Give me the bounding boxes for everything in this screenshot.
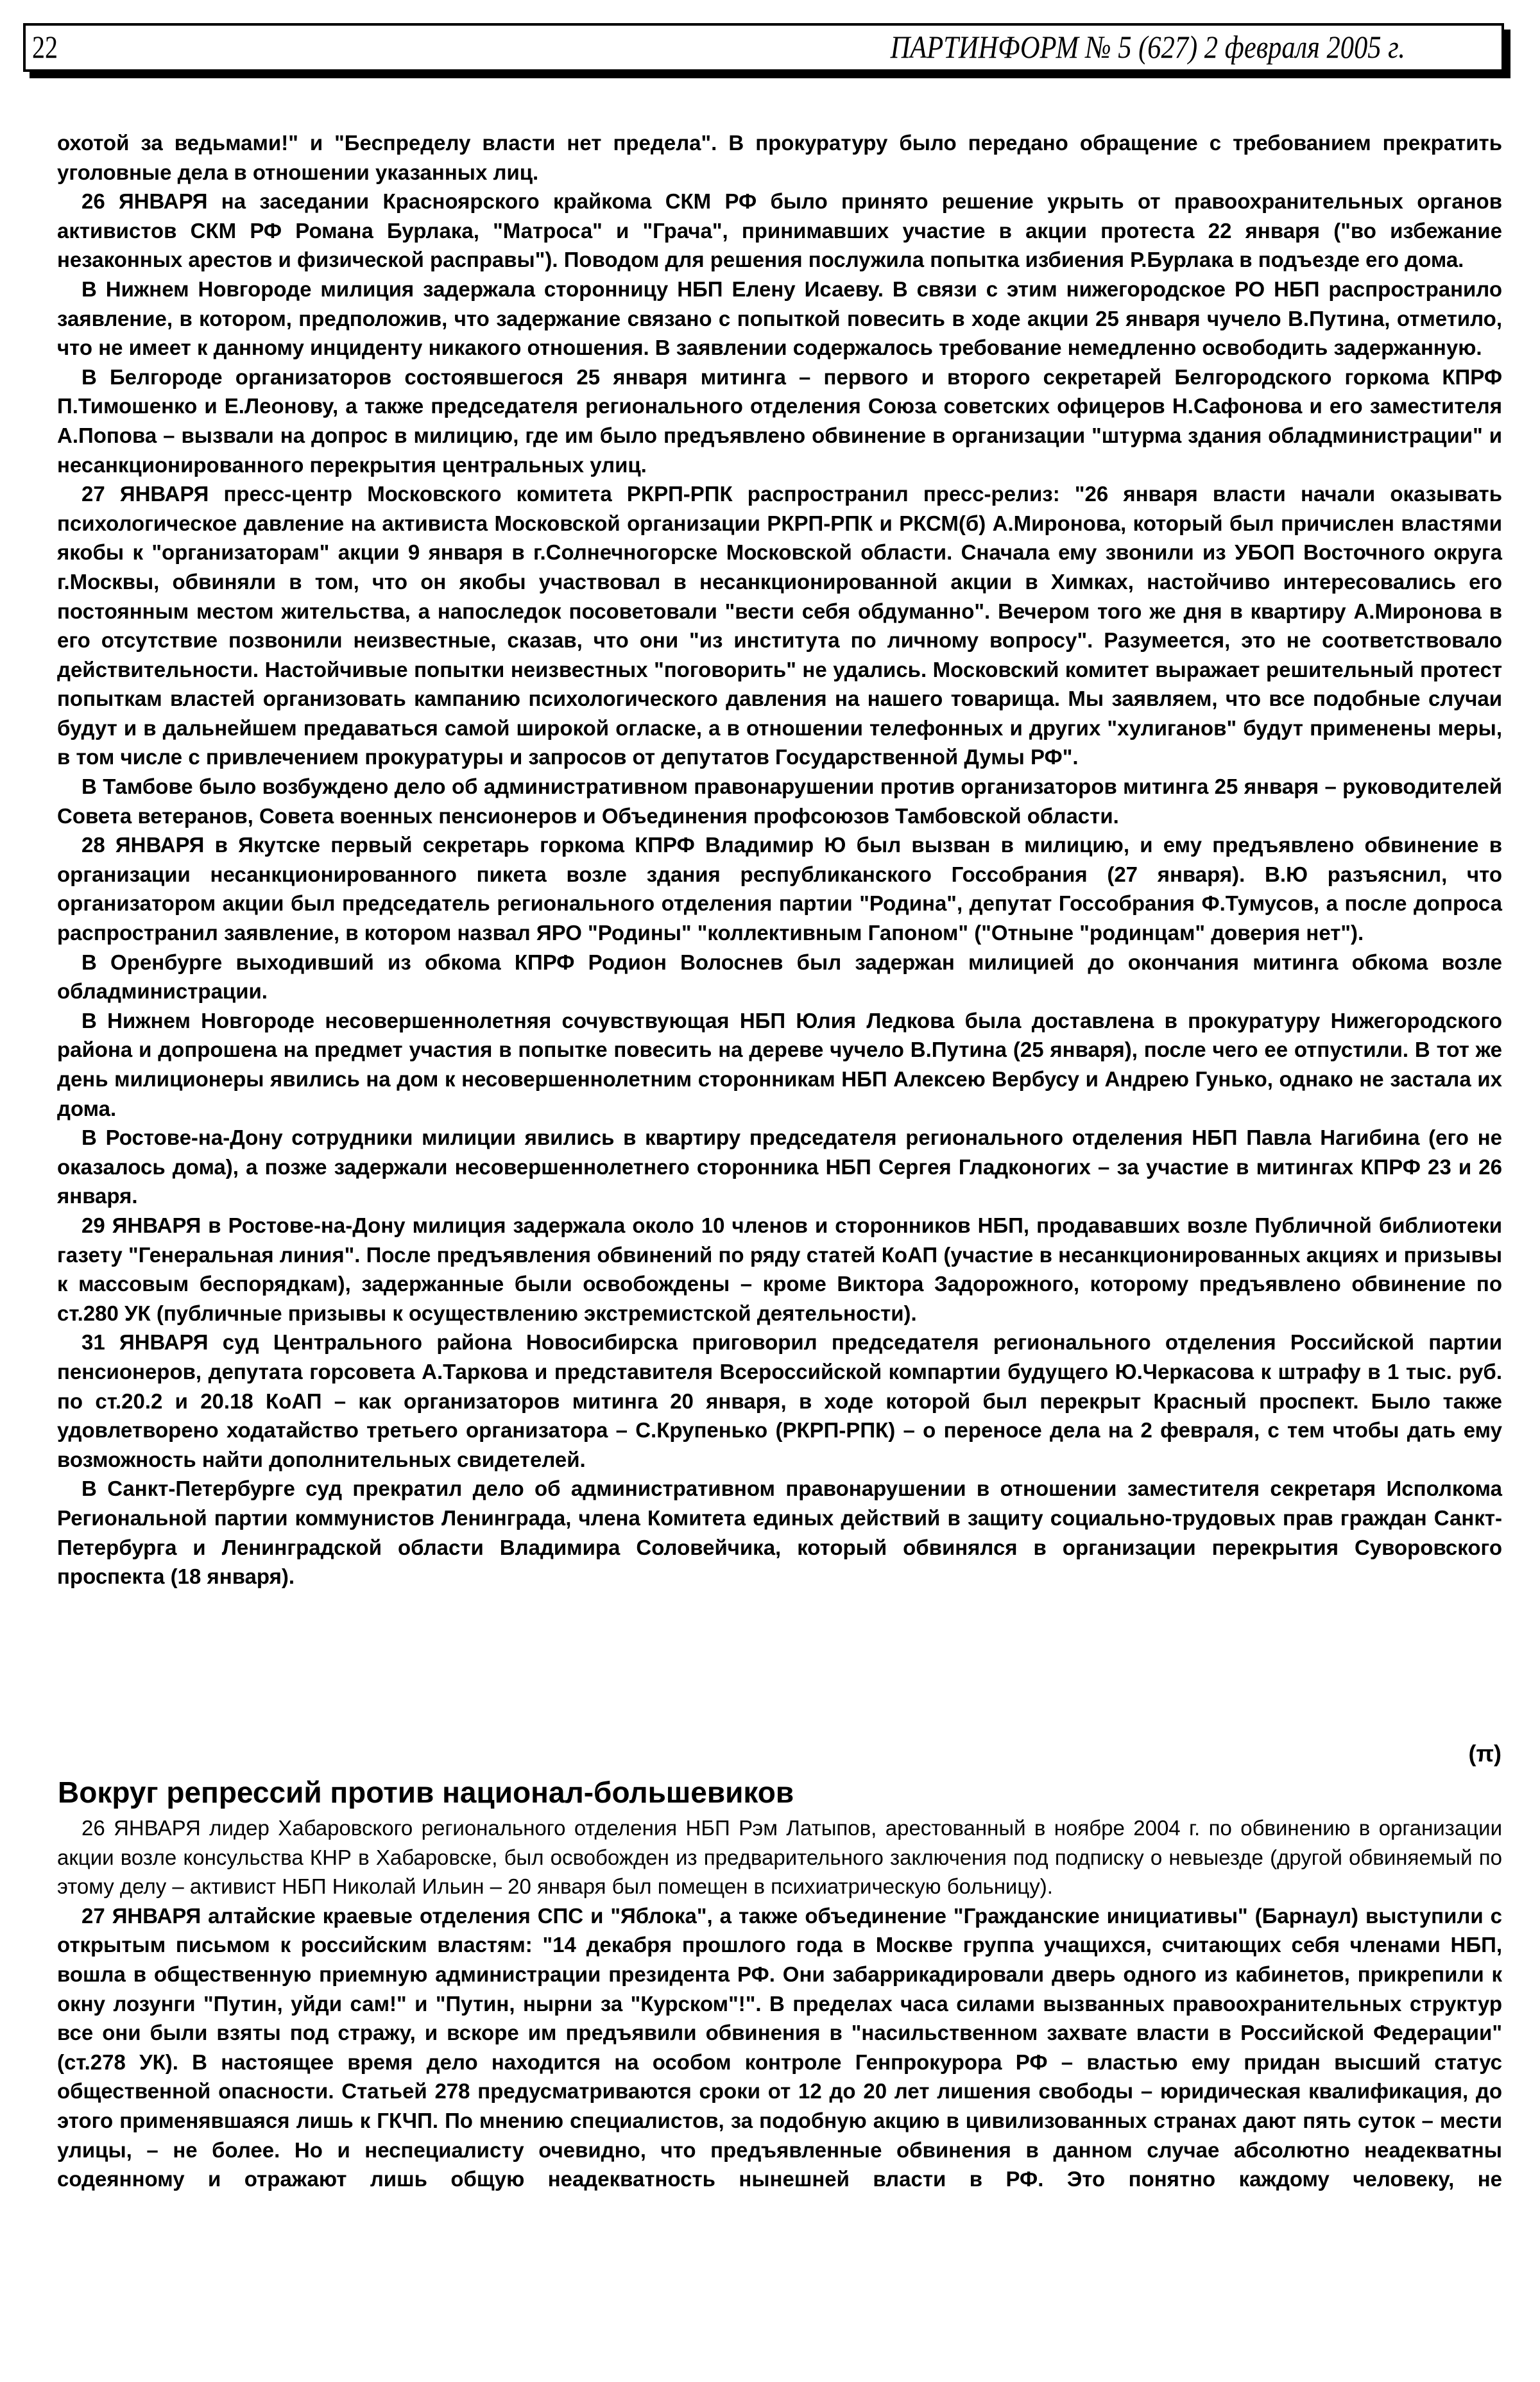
paragraph: В Ростове-на-Дону сотрудники милиции явились в квартиру председателя регионального отделения НБП Павла Нагибина (его не оказалось дома), а позже задержали несовершеннолетнего сторонника НБП Сергея Гладконогих – за участие в митингах КПРФ 23 и 26 января. [57,1126,1502,1208]
paragraph: 29 ЯНВАРЯ в Ростове-на-Дону милиция задержала около 10 членов и сторонников НБП, продававших возле Публичной библиотеки газету "Генеральная линия". После предъявления обвинений по ряду статей КоАП (участие в несанкционированных акциях и призывы к массовым беспорядкам), задержанные были освобождены – кроме Виктора Задорожного, которому предъявлено обвинение по ст.280 УК (публичные призывы к осуществлению экстремистской деятельности). [57,1213,1502,1325]
paragraph: В Тамбове было возбуждено дело об административном правонарушении против организаторов митинга 25 января – руководителей Совета ветеранов, Совета военных пенсионеров и Объединения профсоюзов Тамбовской области. [57,775,1502,828]
paragraph: охотой за ведьмами!" и "Беспределу власти нет предела". В прокуратуру было передано обращение с требованием прекратить уголовные дела в отношении указанных лиц. [57,131,1502,184]
paragraph: 31 ЯНВАРЯ суд Центрального района Новосибирска приговорил председателя регионального отделения Российской партии пенсионеров, депутата горсовета А.Таркова и представителя Всероссийской компартии будущего Ю.Черкасова к штрафу в 1 тыс. руб. по ст.20.2 и 20.18 КоАП – как организаторов митинга 20 января, в ходе которой был перекрыт Красный проспект. Было также удовлетворено ходатайство третьего организатора – С.Крупенько (РКРП-РПК) – о переносе дела на 2 февраля, с тем чтобы дать ему возможность найти дополнительных свидетелей. [57,1330,1502,1471]
paragraph: 28 ЯНВАРЯ в Якутске первый секретарь горкома КПРФ Владимир Ю был вызван в милицию, и ему предъявлено обвинение в организации несанкционированного пикета возле здания республиканского Госсобрания (27 января). В.Ю разъяснил, что организатором акции был председатель регионального отделения партии "Родина", депутат Госсобрания Ф.Тумусов, а после допроса распространил заявление, в котором назвал ЯРО "Родины" "коллективным Гапоном" ("Отныне "родинцам" доверия нет"). [57,833,1502,945]
author-signature: (π) [1468,1740,1502,1767]
paragraph: В Санкт-Петербурге суд прекратил дело об административном правонарушении в отношении заместителя секретаря Исполкома Региональной партии коммунистов Ленинграда, члена Комитета единых действий в защиту социально-трудовых прав граждан Санкт-Петербурга и Ленинградской области Владимира Соловейчика, который обвинялся в организации перекрытия Суворовского проспекта (18 января). [57,1477,1502,1589]
paragraph: В Нижнем Новгороде милиция задержала сторонницу НБП Елену Исаеву. В связи с этим нижегородское РО НБП распространило заявление, в котором, предположив, что задержание связано с попыткой повесить в ходе акции 25 января чучело В.Путина, отметило, что не имеет к данному инциденту никакого отношения. В заявлении содержалось требование немедленно освободить задержанную. [57,277,1502,360]
paragraph: В Оренбурге выходивший из обкома КПРФ Родион Волоснев был задержан милицией до окончания митинга обкома возле обладминистрации. [57,950,1502,1004]
publication-title: ПАРТИНФОРМ № 5 (627) 2 февраля 2005 г. [890,29,1405,65]
paragraph: В Белгороде организаторов состоявшегося 25 января митинга – первого и второго секретарей Белгородского горкома КПРФ П.Тимошенко и Е.Леонову, а также председателя регионального отделения Союза советских офицеров Н.Сафонова и его заместителя А.Попова – вызвали на допрос в милицию, где им было предъявлено обвинение в организации "штурма здания обладминистрации" и несанкционированного перекрытия центральных улиц. [57,364,1502,477]
section-heading: Вокруг репрессий против национал-большевиков [58,1776,794,1809]
paragraph: 27 ЯНВАРЯ алтайские краевые отделения СПС и "Яблока", а также объединение "Гражданские инициативы" (Барнаул) выступили с открытым письмом к российским властям: "14 декабря прошлого года в Москве группа учащихся, считающих себя членами НБП, вошла в общественную приемную администрации президента РФ. Они забаррикадировали дверь одного из кабинетов, прикрепили к окну лозунги "Путин, уйди сам!" и "Путин, нырни за "Курском"!". В пределах часа силами вызванных правоохранительных структур все они были взяты под стражу, и вскоре им предъявили обвинения в "насильственном захвате власти в Российской Федерации" (ст.278 УК). В настоящее время дело находится на особом контроле Генпрокурора РФ – властью ему придан высший статус общественной опасности. Статьей 278 предусматриваются сроки от 12 до 20 лет лишения свободы – юридическая квалификация, до этого применявшаяся лишь к ГКЧП. По мнению специалистов, за подобную акцию в цивилизованных странах дают пять суток – мести улицы, – не более. Но и неспециалисту очевидно, что предъявленные обвинения в данном случае абсолютно неадекватны содеянному и отражают лишь общую неадекватность нынешней власти в РФ. Это понятно каждому человеку, не [57,1903,1502,2191]
paragraph: 26 ЯНВАРЯ на заседании Красноярского крайкома СКМ РФ было принято решение укрыть от правоохранительных органов активистов СКМ РФ Романа Бурлака, "Матроса" и "Грача", принимавших участие в акции протеста 22 января ("во избежание незаконных арестов и физической расправы"). Поводом для решения послужила попытка избиения Р.Бурлака в подъезде его дома. [57,189,1502,272]
news-section [57,128,1502,1591]
page-header [23,23,1504,72]
page-number: 22 [32,29,58,65]
paragraph: 26 ЯНВАРЯ лидер Хабаровского регионального отделения НБП Рэм Латыпов, арестованный в ноябре 2004 г. по обвинению в организации акции возле консульства КНР в Хабаровске, был освобожден из предварительного заключения под подписку о невыезде (другой обвиняемый по этому делу – активист НБП Николай Ильин – 20 января был помещен в психиатрическую больницу). [57,1816,1502,1899]
nbp-section [57,1813,1502,2194]
paragraph: 27 ЯНВАРЯ пресс-центр Московского комитета РКРП-РПК распространил пресс-релиз: "26 января власти начали оказывать психологическое давление на активиста Московской организации РКРП-РПК и РКСМ(б) А.Миронова, который был причислен властями якобы к "организаторам" акции 9 января в г.Солнечногорске Московской области. Сначала ему звонили из УБОП Восточного округа г.Москвы, обвиняли в том, что он якобы участвовал в несанкционированной акции в Химках, настойчиво интересовались его постоянным местом жительства, а напоследок посоветовали "вести себя обдуманно". Вечером того же дня в квартиру А.Миронова в его отсутствие позвонили неизвестные, сказав, что они "из института по личному вопросу". Разумеется, это не соответствовало действительности. Настойчивые попытки неизвестных "поговорить" не удались. Московский комитет выражает решительный протест попыткам властей организовать кампанию психологического давления на нашего товарища. Мы заявляем, что все подобные случаи будут и в дальнейшем предаваться самой широкой огласке, а в отношении телефонных и других "хулиганов" будут применены меры, в том числе с привлечением прокуратуры и запросов от депутатов Государственной Думы РФ". [57,482,1502,769]
paragraph: В Нижнем Новгороде несовершеннолетняя сочувствующая НБП Юлия Ледкова была доставлена в прокуратуру Нижегородского района и допрошена на предмет участия в попытке повесить на дереве чучело В.Путина (25 января), после чего ее отпустили. В тот же день милиционеры явились на дом к несовершеннолетним сторонникам НБП Алексею Вербусу и Андрею Гунько, однако не застала их дома. [57,1008,1502,1120]
